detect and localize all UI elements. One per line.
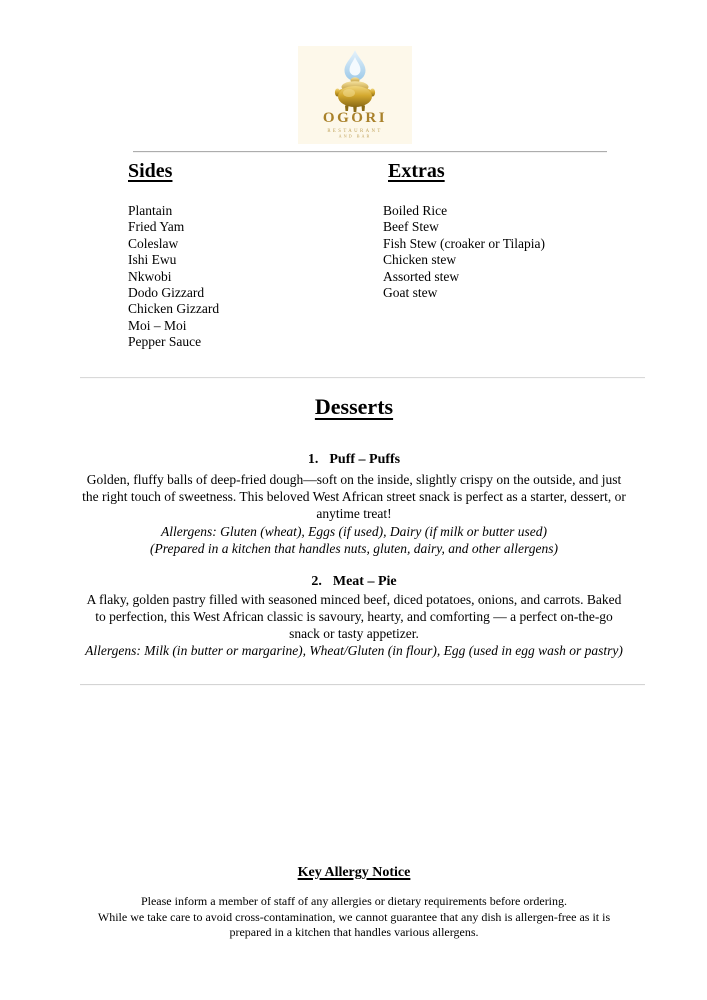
dessert-item-1-allergens: Allergens: Gluten (wheat), Eggs (if used), Dairy (if milk or butter used) (160, 524, 548, 539)
logo-tagline-line2: AND BAR (338, 133, 372, 139)
desserts-section-title: Desserts (314, 394, 394, 419)
allergy-notice-text (54, 894, 654, 941)
list-item: Boiled Rice (383, 203, 448, 218)
dessert-item-1-number: 1. (307, 452, 319, 467)
dessert-item-1-description: Golden, fluffy balls of deep-fried dough—soft on the inside, slightly crispy on the outside, and just the right touch of sweetness. This beloved West African street snack is perfect as a starter, dessert, or anytime treat! (82, 472, 626, 521)
list-item: Chicken stew (383, 252, 457, 268)
list-item: Ishi Ewu (128, 252, 177, 268)
list-item: Assorted stew (383, 268, 460, 284)
list-item: Dodo Gizzard (128, 285, 205, 301)
dessert-item-1-name: Puff – Puffs (329, 452, 401, 467)
allergy-notice-line: While we take care to avoid cross-contamination, we cannot guarantee that any dish is allergen-free as it is (97, 909, 611, 924)
dessert-item-2-name: Meat – Pie (332, 574, 397, 589)
divider-above-desserts (80, 377, 645, 379)
list-item: Pepper Sauce (128, 334, 202, 350)
restaurant-logo (296, 44, 414, 144)
divider-below-desserts (80, 684, 645, 686)
logo-brand-text: OGORI (322, 110, 388, 126)
extras-list (383, 203, 545, 301)
divider-under-logo (133, 151, 607, 153)
list-item: Coleslaw (128, 235, 179, 251)
logo-tagline-line1: RESTAURANT (327, 129, 383, 134)
list-item: Fish Stew (croaker or Tilapia) (383, 235, 545, 251)
list-item: Beef Stew (383, 219, 439, 235)
list-item: Goat stew (383, 285, 438, 301)
dessert-item-2-allergens: Allergens: Milk (in butter or margarine), Wheat/Gluten (in flour), Egg (used in egg wash or pastry) (85, 643, 623, 658)
dessert-item-2-title (82, 574, 626, 590)
ogori-pot-flame-icon (296, 44, 414, 144)
dessert-item-1-title (82, 452, 626, 468)
allergy-notice-line: prepared in a kitchen that handles various allergens. (229, 925, 479, 940)
dessert-item-2-number: 2. (311, 574, 322, 589)
dessert-item-1-kitchen-note: (Prepared in a kitchen that handles nuts, gluten, dairy, and other allergens) (150, 541, 558, 556)
list-item: Nkwobi (128, 268, 172, 284)
extras-section-title: Extras (388, 160, 445, 182)
list-item: Fried Yam (128, 219, 185, 235)
allergy-notice-title: Key Allergy Notice (297, 865, 411, 880)
list-item: Moi – Moi (128, 317, 187, 333)
allergy-notice-line: Please inform a member of staff of any allergies or dietary requirements before ordering. (140, 894, 568, 908)
sides-list (128, 203, 219, 351)
dessert-item-2-description: A flaky, golden pastry filled with seasoned minced beef, diced potatoes, onions, and carrots. Baked to perfection, this West African classic is savoury, hearty, and comforting — a perfect on-the-go snack or tasty appetizer. (86, 592, 622, 641)
list-item: Chicken Gizzard (128, 301, 220, 317)
list-item: Plantain (128, 203, 173, 218)
sides-section-title: Sides (128, 160, 173, 182)
